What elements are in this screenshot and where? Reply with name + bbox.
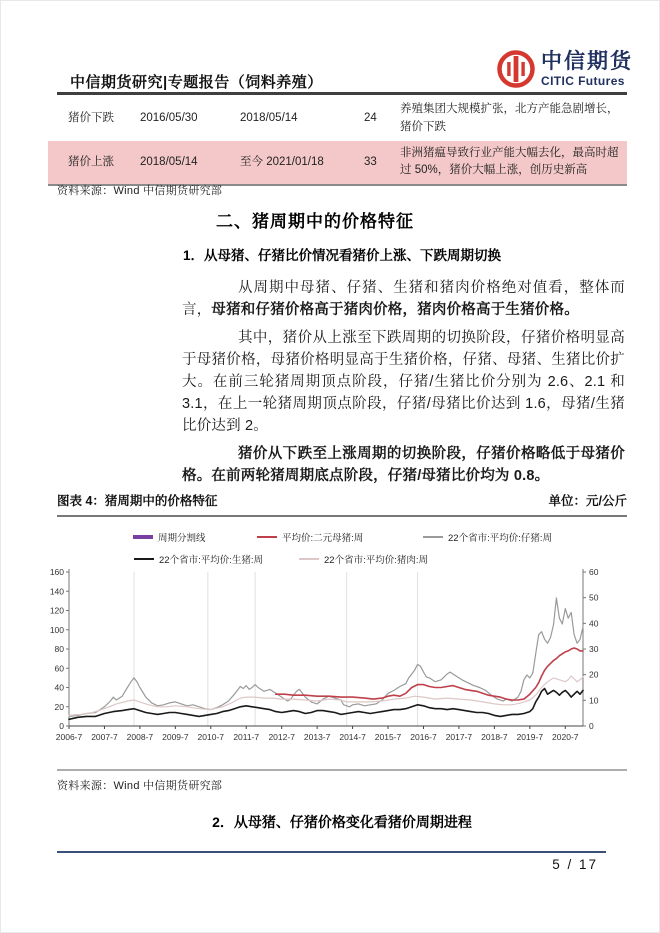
left-axis-tick-label: 20 <box>54 701 64 712</box>
table-source: 资料来源：Wind 中信期货研究部 <box>57 185 223 197</box>
x-axis-tick-label: 2009-7 <box>162 732 189 742</box>
x-axis-tick-label: 2013-7 <box>303 732 331 742</box>
pig-cycle-table <box>48 97 627 186</box>
cell-start: 2016/05/30 <box>140 111 198 124</box>
cell-note: 非洲猪瘟导致行业产能大幅去化，最高时超过 50%，猪价大幅上涨，创历史新高 <box>400 146 619 177</box>
paragraphs <box>182 277 625 487</box>
legend-item <box>133 530 206 544</box>
right-axis-tick-label: 60 <box>589 567 599 577</box>
citic-emblem-icon <box>497 50 535 88</box>
cell-start: 2018/05/14 <box>140 155 198 168</box>
legend-label: 22个省市:平均价:猪肉:周 <box>324 555 428 566</box>
x-axis-tick-label: 2015-7 <box>374 732 402 742</box>
cell-months: 33 <box>364 155 377 168</box>
right-axis-tick-label: 40 <box>589 618 599 629</box>
cell-note: 养殖集团大规模扩张，北方产能急剧增长，猪价下跌 <box>400 103 619 133</box>
right-axis-tick-label: 20 <box>589 669 599 680</box>
x-axis-tick-label: 2016-7 <box>410 732 437 742</box>
logo-text <box>541 51 633 87</box>
right-axis-tick-label: 0 <box>589 721 594 731</box>
right-axis-tick-label: 30 <box>589 644 599 654</box>
x-axis-tick-label: 2007-7 <box>91 732 118 742</box>
cell-end: 至今 2021/01/18 <box>240 155 324 168</box>
legend-item <box>299 552 428 566</box>
x-axis-tick-label: 2014-7 <box>339 732 366 742</box>
x-axis-tick-label: 2010-7 <box>197 732 225 742</box>
x-axis-tick-label: 2006-7 <box>55 732 83 742</box>
left-axis-tick-label: 140 <box>49 586 64 597</box>
legend-label: 平均价:二元母猪:周 <box>282 533 364 544</box>
left-axis-tick-label: 80 <box>54 644 64 654</box>
cell-end: 2018/05/14 <box>240 111 298 124</box>
body-paragraph: 其中，猪价从上涨至下跌周期的切换阶段，仔猪价格明显高于母猪价格，母猪价格明显高于生猪价格，仔猪、母猪、生猪比价扩大。在前三轮猪周期顶点阶段，仔猪/生猪比价分别为 2.6、2.1 和 3.1，在上一轮猪周期顶点阶段，仔猪/母猪比价达到 1.6，母猪/生猪比价达到 2。 <box>182 330 625 434</box>
left-axis-tick-label: 120 <box>49 605 64 616</box>
figure-source: 资料来源：Wind 中信期货研究部 <box>57 780 223 792</box>
legend-swatch <box>133 535 153 539</box>
x-axis-tick-label: 2008-7 <box>126 732 154 742</box>
table-row <box>48 97 627 141</box>
citic-futures-logo <box>497 50 633 88</box>
x-axis-tick-label: 2018-7 <box>481 732 508 742</box>
legend-swatch <box>134 558 154 560</box>
legend-swatch <box>299 558 319 560</box>
legend-item <box>423 530 552 544</box>
brand-name-cn: 中信期货 <box>541 50 633 73</box>
legend-swatch <box>423 536 443 538</box>
legend-item <box>134 552 263 566</box>
left-axis-tick-label: 60 <box>54 663 64 674</box>
report-type-label: 中信期货研究|专题报告（饲料养殖） <box>70 74 323 91</box>
figure-unit: 单位：元/公斤 <box>548 494 627 508</box>
body-text-block <box>182 210 625 487</box>
x-axis-tick-label: 2020-7 <box>552 732 579 742</box>
legend-label: 周期分割线 <box>158 533 206 544</box>
figure-label: 图表 4：猪周期中的价格特征 <box>57 494 218 508</box>
left-axis-tick-label: 40 <box>54 682 64 693</box>
cell-months: 24 <box>364 111 377 124</box>
left-axis-tick-label: 100 <box>49 624 64 635</box>
left-axis-tick-label: 160 <box>49 567 64 577</box>
pig-price-chart <box>40 566 610 752</box>
series-line <box>276 648 583 700</box>
brand-name-en: CITIC Futures <box>541 74 625 88</box>
x-axis-tick-label: 2019-7 <box>516 732 544 742</box>
header-divider <box>57 92 627 95</box>
body-paragraph: 从周期中母猪、仔猪、生猪和猪肉价格绝对值看，整体而言，母猪和仔猪价格高于猪肉价格，猪肉价格高于生猪价格。 <box>182 280 625 318</box>
legend-item <box>257 530 363 544</box>
x-axis-tick-label: 2012-7 <box>268 732 295 742</box>
cell-phase: 猪价下跌 <box>68 111 114 124</box>
section-title: 二、猪周期中的价格特征 <box>216 212 414 231</box>
body-paragraph: 猪价从下跌至上涨周期的切换阶段，仔猪价格略低于母猪价格。在前两轮猪周期底点阶段，仔猪/母猪比价均为 0.8。 <box>182 446 625 484</box>
subsection-title-1: 1．从母猪、仔猪比价情况看猪价上涨、下跌周期切换 <box>183 248 502 263</box>
x-axis-tick-label: 2017-7 <box>445 732 473 742</box>
figure-bottom-divider <box>57 769 627 771</box>
footer-divider <box>57 851 606 853</box>
table-row <box>48 141 627 185</box>
x-axis-tick-label: 2011-7 <box>233 732 260 742</box>
legend-label: 22个省市:平均价:生猪:周 <box>159 555 263 566</box>
cell-phase: 猪价上涨 <box>68 155 114 168</box>
left-axis-tick-label: 0 <box>59 721 64 731</box>
figure-header <box>57 491 627 517</box>
right-axis-tick-label: 10 <box>589 695 599 706</box>
subsection-title-2: 2．从母猪、仔猪价格变化看猪价周期进程 <box>212 814 472 830</box>
page-number: 5 / 17 <box>552 857 598 872</box>
legend-label: 22个省市:平均价:仔猪:周 <box>448 533 552 544</box>
legend-swatch <box>257 536 277 538</box>
right-axis-tick-label: 50 <box>589 592 599 603</box>
